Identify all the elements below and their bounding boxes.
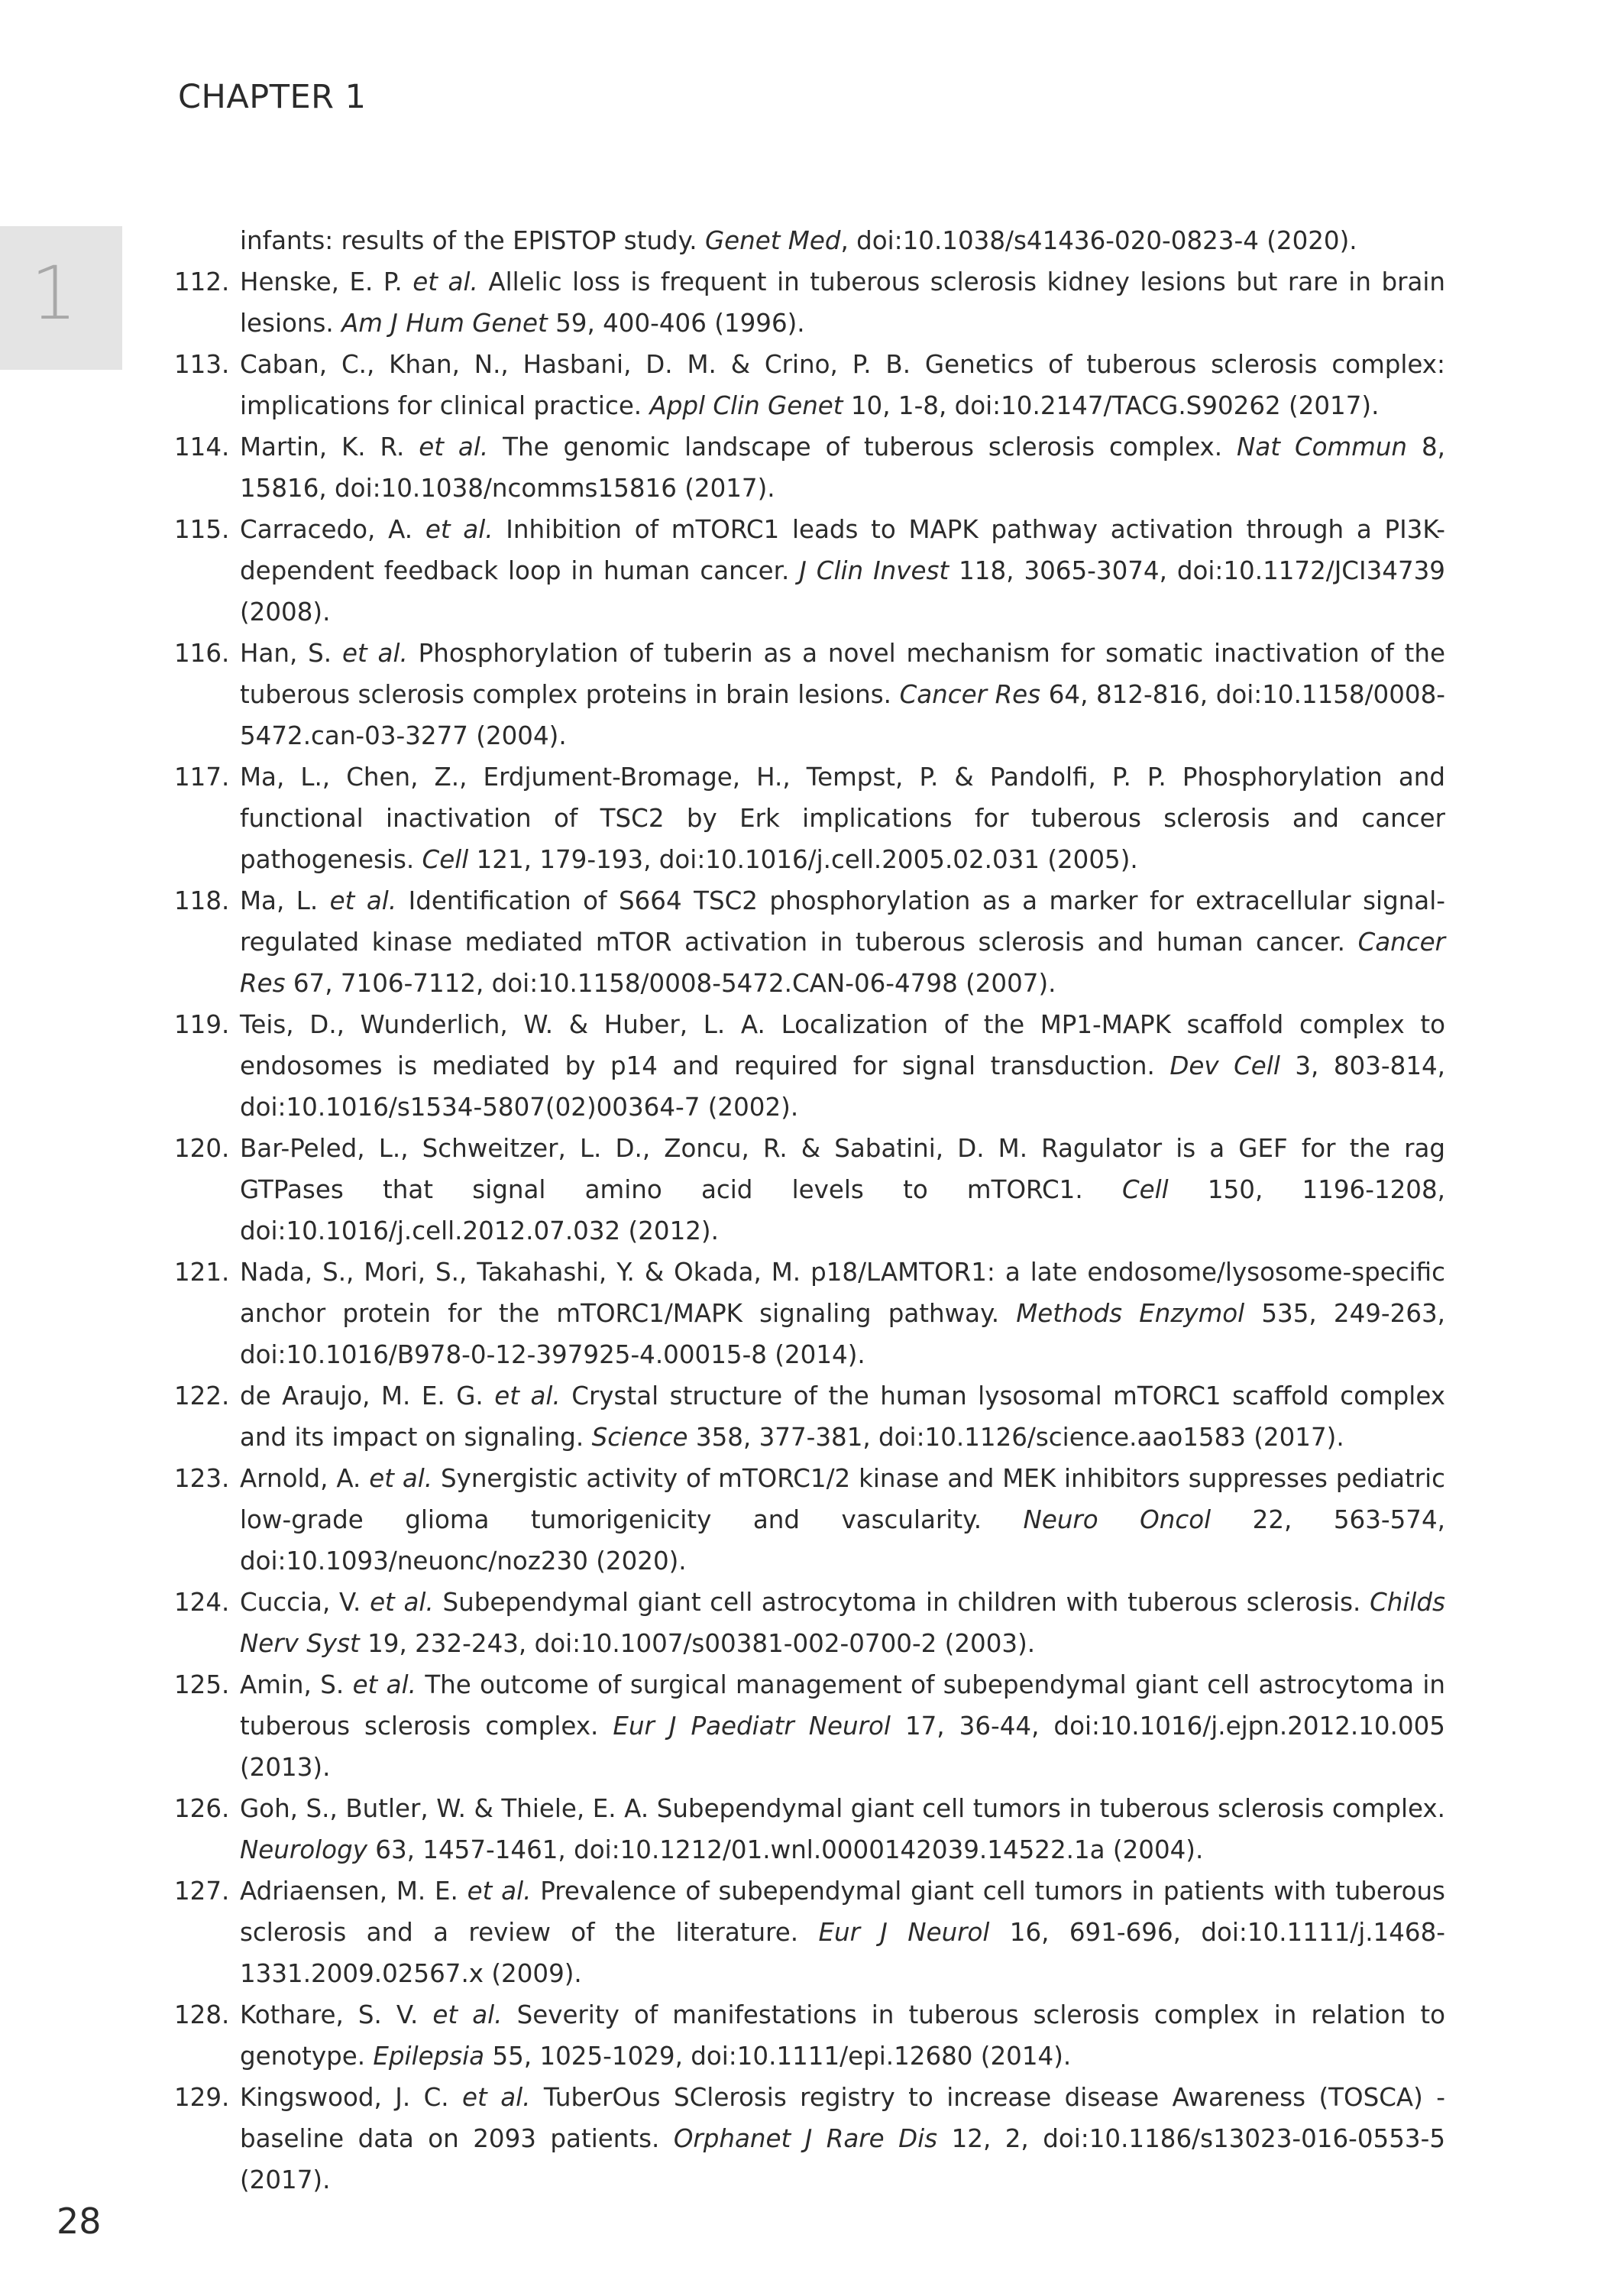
reference-etal: et al.	[352, 1670, 416, 1699]
reference-authors: de Araujo, M. E. G.	[240, 1381, 495, 1410]
reference-continuation: infants: results of the EPISTOP study. Genet Med, doi:10.1038/s41436-020-0823-4 (2020).	[240, 226, 1357, 255]
reference-authors: Carracedo, A.	[240, 515, 425, 544]
reference-authors: Kothare, S. V.	[240, 2000, 433, 2029]
reference-authors: Amin, S.	[240, 1670, 353, 1699]
reference-journal: Cell	[1121, 1175, 1169, 1204]
reference-details: 17, 36-44, doi:10.1016/j.ejpn.2012.10.005 (2013).	[240, 1712, 1445, 1782]
reference-number: 118.	[174, 886, 230, 915]
reference-details: 19, 232-243, doi:10.1007/s00381-002-0700-2 (2003).	[359, 1629, 1036, 1658]
reference-details: 67, 7106-7112, doi:10.1158/0008-5472.CAN-06-4798 (2007).	[285, 969, 1056, 998]
reference-item	[174, 756, 1445, 880]
reference-item	[174, 1375, 1445, 1458]
reference-number: 114.	[174, 432, 230, 462]
reference-item	[174, 1252, 1445, 1375]
page-number: 28	[57, 2201, 102, 2242]
reference-item	[174, 1994, 1445, 2077]
reference-journal: Orphanet J Rare Dis	[673, 2124, 938, 2153]
reference-details: 358, 377-381, doi:10.1126/science.aao1583 (2017).	[687, 1423, 1344, 1452]
reference-journal: Eur J Paediatr Neurol	[613, 1712, 891, 1741]
reference-number: 125.	[174, 1670, 230, 1699]
reference-title: Phosphorylation of tuberin as a novel mechanism for somatic inactivation of the tuberous sclerosis complex proteins in brain lesions.	[240, 639, 1445, 709]
reference-items	[174, 261, 1445, 2201]
reference-etal: et al.	[425, 515, 493, 544]
reference-authors: Cuccia, V.	[240, 1588, 370, 1617]
reference-details: 64, 812-816, doi:10.1158/0008-5472.can-03-3277 (2004).	[240, 680, 1445, 750]
reference-number: 116.	[174, 639, 230, 668]
reference-journal: Science	[591, 1423, 688, 1452]
reference-number: 124.	[174, 1588, 230, 1617]
reference-details: 59, 400-406 (1996).	[547, 309, 805, 338]
reference-authors: Arnold, A.	[240, 1464, 370, 1493]
reference-title: Identification of S664 TSC2 phosphorylation as a marker for extracellular signal-regulated kinase mediated mTOR activation in tuberous sclerosis and human cancer.	[240, 886, 1445, 957]
reference-details: 10, 1-8, doi:10.2147/TACG.S90262 (2017).	[843, 391, 1380, 420]
reference-authors: Han, S.	[240, 639, 342, 668]
reference-item	[174, 344, 1445, 426]
reference-authors: Kingswood, J. C.	[240, 2083, 463, 2112]
reference-item	[174, 1664, 1445, 1788]
reference-authors: Martin, K. R.	[240, 432, 419, 462]
reference-details: 535, 249-263, doi:10.1016/B978-0-12-397925-4.00015-8 (2014).	[240, 1299, 1446, 1369]
reference-journal: Cancer Res	[240, 928, 1445, 998]
reference-item	[174, 1128, 1445, 1252]
reference-title: The genomic landscape of tuberous sclerosis complex.	[488, 432, 1237, 462]
reference-item	[174, 633, 1445, 756]
reference-journal: Eur J Neurol	[818, 1918, 990, 1947]
reference-number: 117.	[174, 763, 230, 792]
reference-details: 8, 15816, doi:10.1038/ncomms15816 (2017).	[240, 432, 1445, 503]
reference-authors: Henske, E. P.	[240, 267, 413, 296]
reference-journal: Nat Commun	[1237, 432, 1408, 462]
reference-details: 118, 3065-3074, doi:10.1172/JCI34739 (2008).	[240, 556, 1445, 627]
reference-details: 22, 563-574, doi:10.1093/neuonc/noz230 (2020).	[240, 1505, 1445, 1576]
reference-journal: Cell	[422, 845, 469, 874]
reference-journal: Neuro Oncol	[1023, 1505, 1212, 1534]
reference-number: 120.	[174, 1134, 230, 1163]
reference-etal: et al.	[329, 886, 397, 915]
chapter-tab-number: 1	[31, 251, 78, 336]
reference-item	[174, 426, 1445, 509]
reference-item	[174, 261, 1445, 344]
reference-details: 150, 1196-1208, doi:10.1016/j.cell.2012.07.032 (2012).	[240, 1175, 1445, 1245]
reference-item	[174, 509, 1445, 633]
reference-number: 119.	[174, 1010, 230, 1039]
reference-number: 123.	[174, 1464, 230, 1493]
reference-authors: Adriaensen, M. E.	[240, 1877, 467, 1906]
reference-number: 126.	[174, 1794, 230, 1823]
reference-item	[174, 880, 1445, 1004]
reference-list	[174, 220, 1445, 2201]
reference-etal: et al.	[341, 639, 408, 668]
reference-title: Caban, C., Khan, N., Hasbani, D. M. & Crino, P. B. Genetics of tuberous sclerosis complex: implications for clinical practice.	[240, 350, 1445, 420]
reference-number: 128.	[174, 2000, 230, 2029]
reference-journal: J Clin Invest	[799, 556, 949, 585]
reference-item	[174, 1788, 1445, 1870]
reference-title: Bar-Peled, L., Schweitzer, L. D., Zoncu, R. & Sabatini, D. M. Ragulator is a GEF for the rag GTPases that signal amino acid levels to mTORC1.	[240, 1134, 1445, 1204]
reference-number: 127.	[174, 1877, 230, 1906]
reference-journal: Appl Clin Genet	[649, 391, 843, 420]
reference-title: Ma, L., Chen, Z., Erdjument-Bromage, H., Tempst, P. & Pandolfi, P. P. Phosphorylation and functional inactivation of TSC2 by Erk implications for tuberous sclerosis and cancer pathogenesis.	[240, 763, 1445, 874]
reference-journal: Dev Cell	[1169, 1051, 1280, 1080]
reference-etal: et al.	[419, 432, 489, 462]
chapter-header: CHAPTER 1	[178, 78, 367, 116]
reference-title: Subependymal giant cell astrocytoma in children with tuberous sclerosis.	[433, 1588, 1370, 1617]
reference-title: Synergistic activity of mTORC1/2 kinase and MEK inhibitors suppresses pediatric low-grade glioma tumorigenicity and vascularity.	[240, 1464, 1445, 1534]
reference-item	[174, 1870, 1445, 1994]
reference-etal: et al.	[462, 2083, 531, 2112]
reference-title: The outcome of surgical management of subependymal giant cell astrocytoma in tuberous sclerosis complex.	[240, 1670, 1445, 1741]
reference-details: 55, 1025-1029, doi:10.1111/epi.12680 (2014).	[484, 2042, 1072, 2071]
reference-title: Crystal structure of the human lysosomal mTORC1 scaffold complex and its impact on signaling.	[240, 1381, 1445, 1452]
reference-etal: et al.	[494, 1381, 561, 1410]
reference-number: 122.	[174, 1381, 230, 1410]
reference-title: Nada, S., Mori, S., Takahashi, Y. & Okada, M. p18/LAMTOR1: a late endosome/lysosome-specific anchor protein for the mTORC1/MAPK signaling pathway.	[240, 1258, 1445, 1328]
reference-details: 63, 1457-1461, doi:10.1212/01.wnl.0000142039.14522.1a (2004).	[367, 1835, 1204, 1864]
reference-title: TuberOus SClerosis registry to increase disease Awareness (TOSCA) - baseline data on 2093 patients.	[240, 2083, 1445, 2153]
reference-title: Prevalence of subependymal giant cell tumors in patients with tuberous sclerosis and a review of the literature.	[240, 1877, 1445, 1947]
reference-title: Allelic loss is frequent in tuberous sclerosis kidney lesions but rare in brain lesions.	[240, 267, 1445, 338]
reference-details: 121, 179-193, doi:10.1016/j.cell.2005.02.031 (2005).	[468, 845, 1138, 874]
reference-number: 121.	[174, 1258, 230, 1287]
reference-number: 112.	[174, 267, 230, 296]
reference-title: Severity of manifestations in tuberous sclerosis complex in relation to genotype.	[240, 2000, 1445, 2071]
reference-journal: Am J Hum Genet	[341, 309, 548, 338]
reference-number: 129.	[174, 2083, 230, 2112]
reference-number: 115.	[174, 515, 230, 544]
reference-journal: Cancer Res	[899, 680, 1041, 709]
reference-etal: et al.	[369, 1464, 433, 1493]
reference-number: 113.	[174, 350, 230, 379]
reference-item	[174, 1458, 1445, 1582]
reference-title: Teis, D., Wunderlich, W. & Huber, L. A. Localization of the MP1-MAPK scaffold complex to endosomes is mediated by p14 and required for signal transduction.	[240, 1010, 1445, 1080]
chapter-tab	[0, 226, 122, 370]
reference-journal: Epilepsia	[373, 2042, 485, 2071]
reference-details: 3, 803-814, doi:10.1016/s1534-5807(02)00364-7 (2002).	[240, 1051, 1445, 1122]
reference-title: Inhibition of mTORC1 leads to MAPK pathway activation through a PI3K-dependent feedback loop in human cancer.	[240, 515, 1445, 585]
reference-journal: Childs Nerv Syst	[240, 1588, 1445, 1658]
reference-title: Goh, S., Butler, W. & Thiele, E. A. Subependymal giant cell tumors in tuberous sclerosis complex.	[240, 1794, 1445, 1823]
reference-details: 12, 2, doi:10.1186/s13023-016-0553-5 (2017).	[240, 2124, 1445, 2194]
reference-authors: Ma, L.	[240, 886, 330, 915]
reference-item	[174, 2077, 1445, 2201]
reference-details: 16, 691-696, doi:10.1111/j.1468-1331.2009.02567.x (2009).	[240, 1918, 1445, 1988]
reference-journal: Neurology	[240, 1835, 367, 1864]
reference-journal: Methods Enzymol	[1016, 1299, 1245, 1328]
reference-etal: et al.	[432, 2000, 503, 2029]
reference-item	[174, 1582, 1445, 1664]
reference-item	[174, 1004, 1445, 1128]
reference-etal: et al.	[467, 1877, 532, 1906]
reference-etal: et al.	[412, 267, 478, 296]
reference-etal: et al.	[370, 1588, 434, 1617]
